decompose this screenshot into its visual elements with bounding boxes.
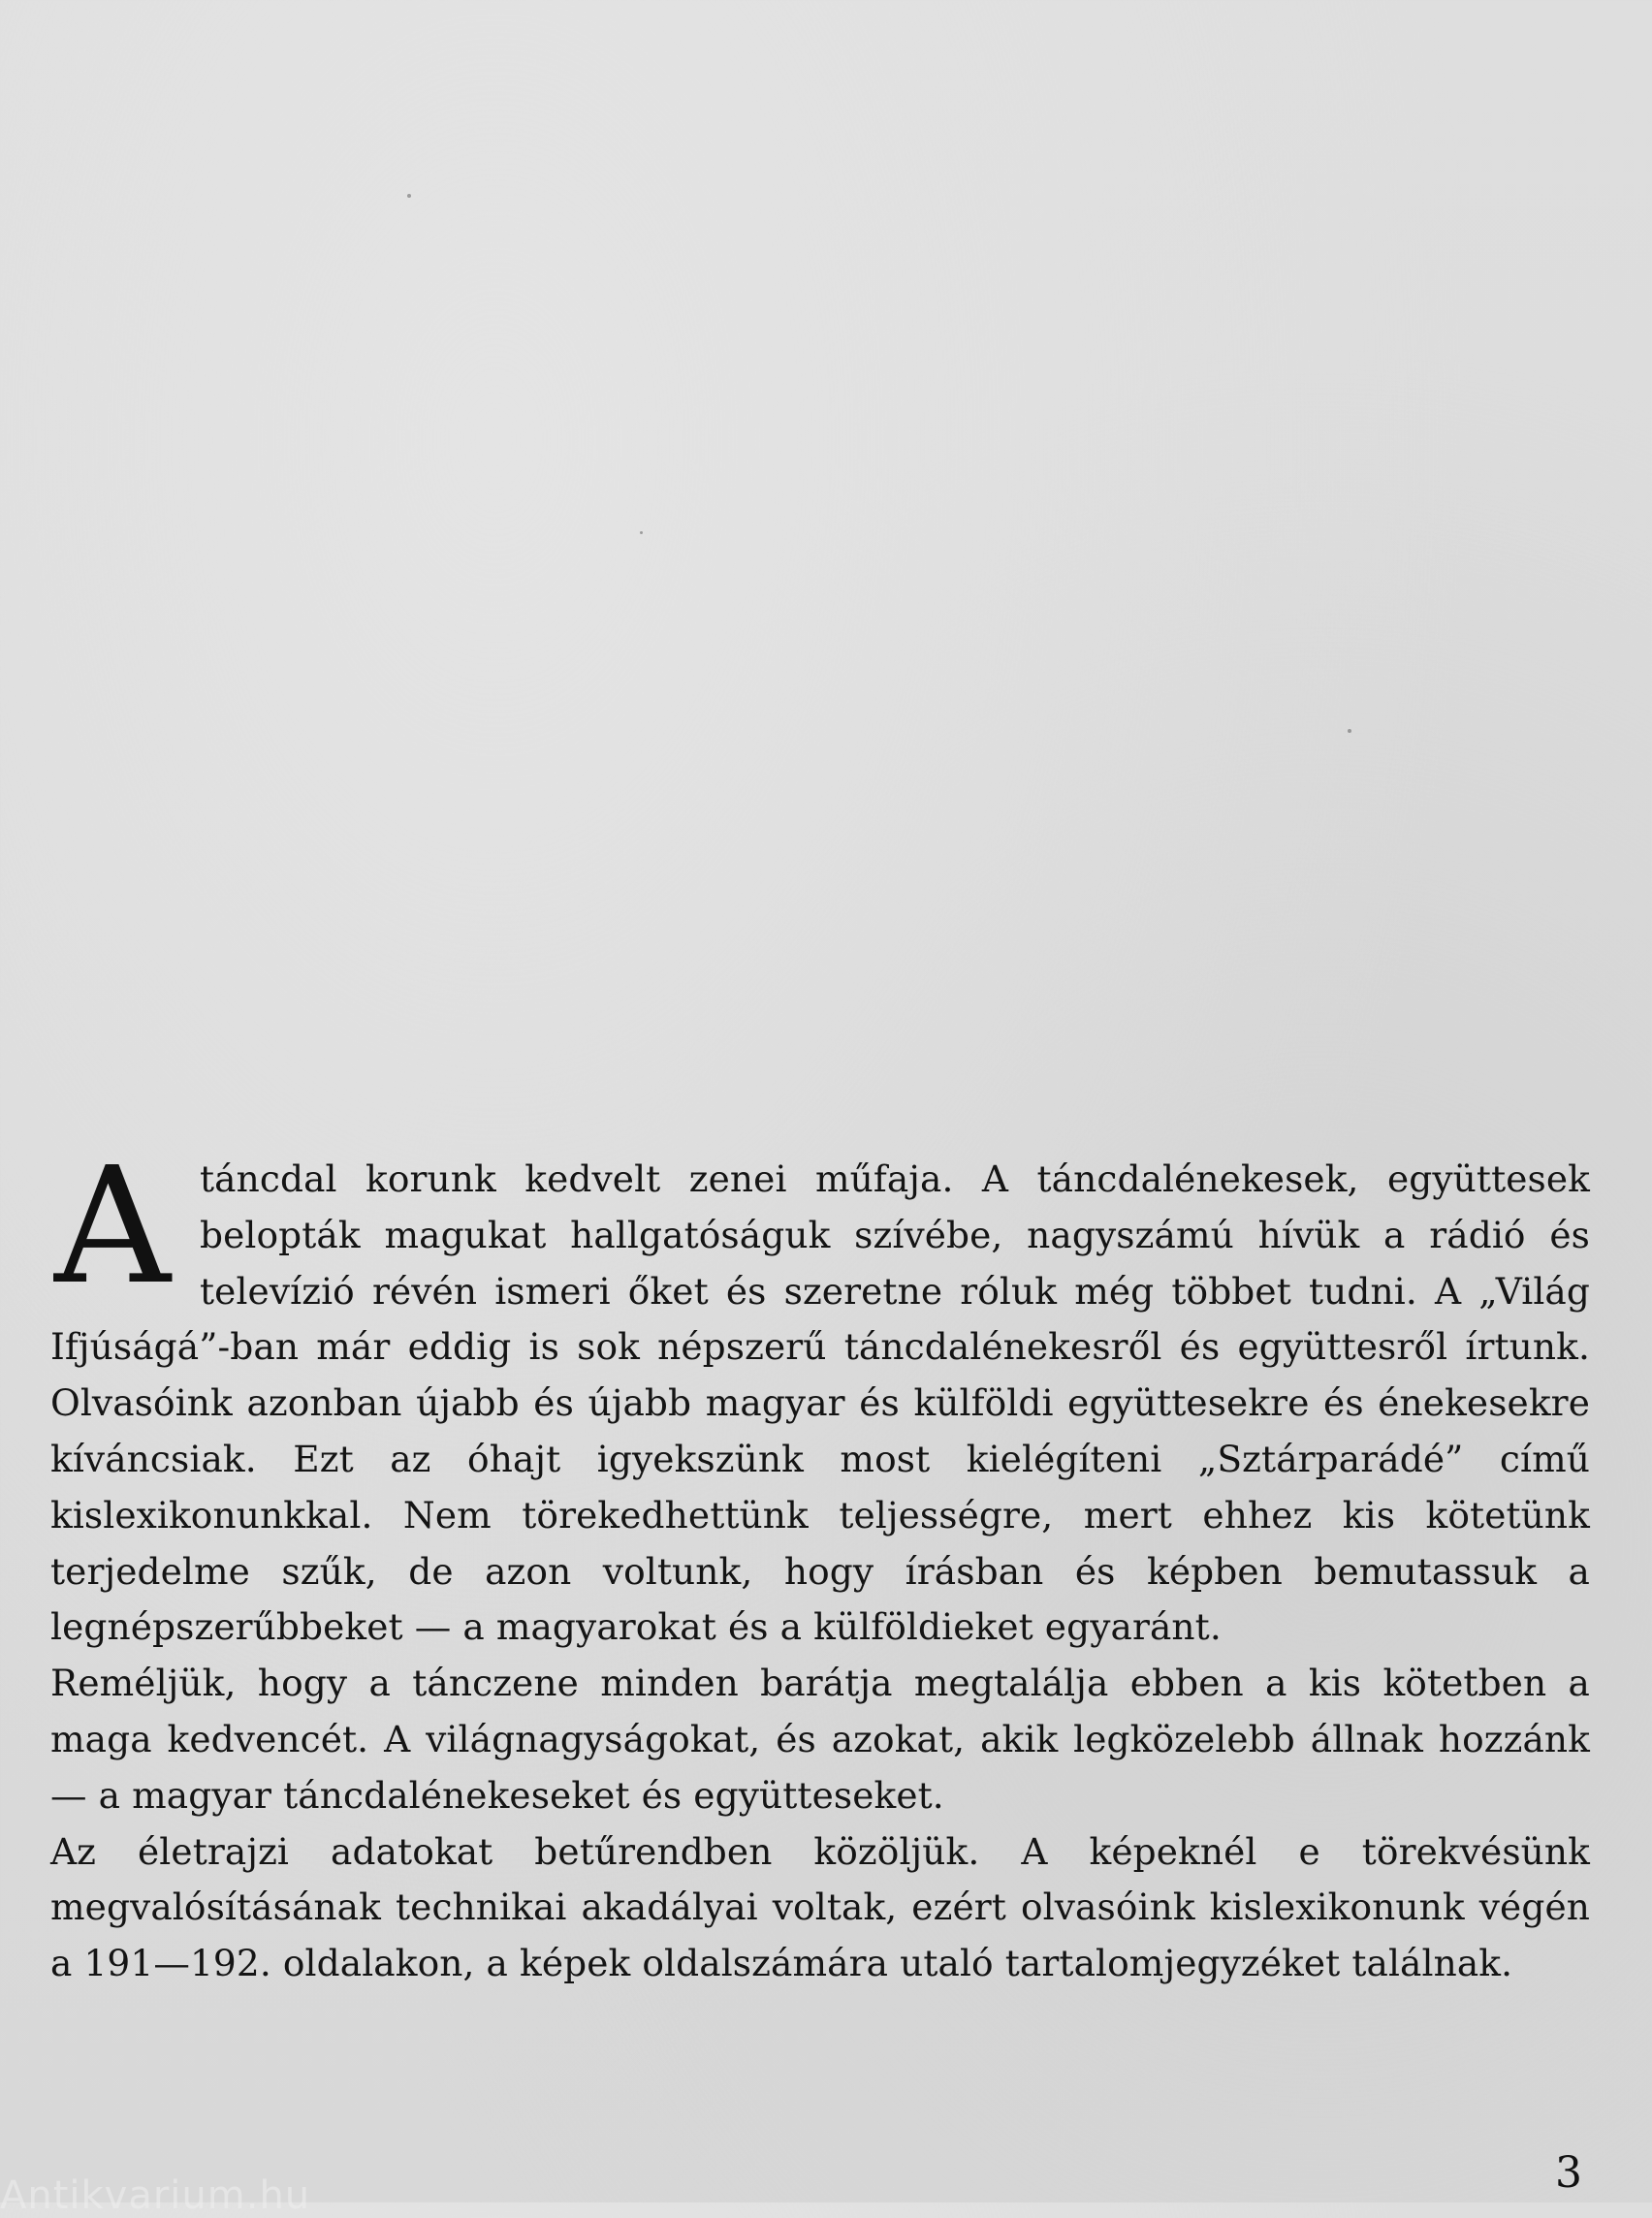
page-number: 3 <box>1555 2148 1582 2198</box>
paragraph-intro <box>50 1133 1590 1656</box>
paragraph-third: Az életrajzi adatokat betűrendben közöljük. A képeknél e törekvésünk megvalósításának technikai akadályai voltak, ezért olvasóink kislexikonunk végén a 191—192. oldalakon, a képek oldalszámára utaló tartalomjegyzéket találnak. <box>50 1829 1590 1985</box>
watermark: Antikvarium.hu <box>0 2173 311 2218</box>
paragraph-second: Reméljük, hogy a tánczene minden barátja megtalálja ebben a kis kötetben a maga kedvencét. A világnagyságokat, és azokat, akik legközelebb állnak hozzánk — a magyar táncdalénekeseket és együtteseket. <box>50 1662 1590 1817</box>
paper-speck <box>1348 729 1351 733</box>
paper-speck <box>640 531 643 534</box>
paragraph-intro-text: táncdal korunk kedvelt zenei műfaja. A táncdalénekesek, együttesek belopták magukat hallgatóságuk szívébe, nagyszámú hívük a rádió és televízió révén ismeri őket és szeretne róluk még többet tudni. A „Világ Ifjúságá”-ban már eddig is sok népszerű táncdalénekesről és együttesről írtunk. Olvasóink azonban újabb és újabb magyar és külföldi együttesekre és énekesekre kíváncsiak. Ezt az óhajt igyekszünk most kielégíteni „Sztárparádé” című kislexikonunkkal. Nem törekedhettünk teljességre, mert ehhez kis kötetünk terjedelme szűk, de azon voltunk, hogy írásban és képben bemutassuk a legnépszerűbbeket — a magyarokat és a külföldieket egyaránt. <box>50 1157 1590 1649</box>
drop-cap: A <box>54 1133 171 1320</box>
body-text <box>50 1133 1590 1992</box>
paper-speck <box>407 194 411 198</box>
